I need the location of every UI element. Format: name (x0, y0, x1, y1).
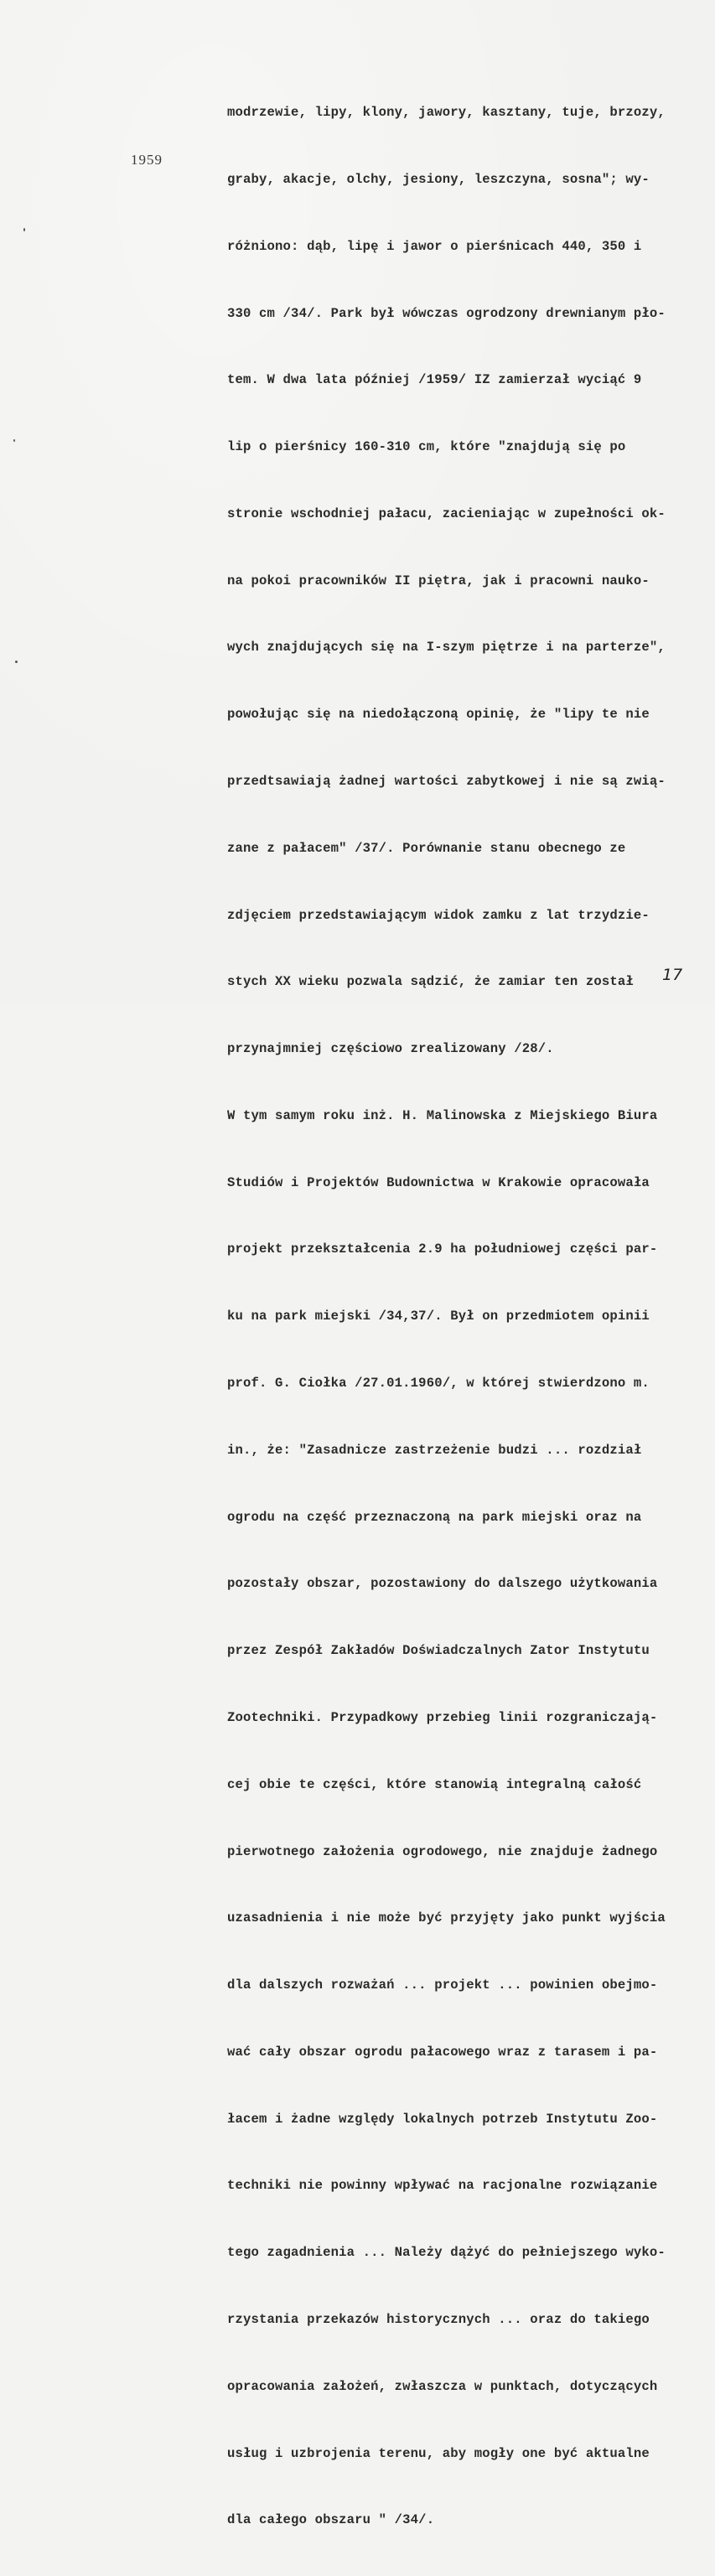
text-line: 330 cm /34/. Park był wówczas ogrodzony drewnianym pło- (227, 305, 666, 321)
text-line: techniki nie powinny wpływać na racjonalne rozwiązanie (227, 2178, 658, 2194)
text-line: modrzewie, lipy, klony, jawory, kasztany, tuje, brzozy, (227, 105, 666, 121)
typed-body-text (227, 57, 712, 2576)
text-line: ku na park miejski /34,37/. Był on przedmiotem opinii (227, 1309, 650, 1324)
text-line: projekt przekształcenia 2.9 ha południowej części par- (227, 1241, 658, 1257)
text-line: wych znajdujących się na I-szym piętrze i na parterze", (227, 640, 666, 656)
text-line: zdjęciem przedstawiającym widok zamku z lat trzydzie- (227, 907, 650, 923)
text-line: na pokoi pracowników II piętra, jak i pracowni nauko- (227, 573, 650, 588)
text-line: wać cały obszar ogrodu pałacowego wraz z tarasem i pa- (227, 2044, 658, 2060)
text-line: pozostały obszar, pozostawiony do dalszego użytkowania (227, 1576, 658, 1592)
text-line: usług i uzbrojenia terenu, aby mogły one być aktualne (227, 2445, 650, 2461)
text-line: powołując się na niedołączoną opinię, że "lipy te nie (227, 707, 650, 723)
text-line: prof. G. Ciołka /27.01.1960/, w której stwierdzono m. (227, 1376, 650, 1392)
text-line: łacem i żadne względy lokalnych potrzeb Instytutu Zoo- (227, 2111, 658, 2127)
text-line: W tym samym roku inż. H. Malinowska z Miejskiego Biura (227, 1107, 658, 1123)
margin-speck (13, 439, 15, 442)
text-line: Zootechniki. Przypadkowy przebieg linii rozgraniczają- (227, 1709, 658, 1725)
text-line: in., że: "Zasadnicze zastrzeżenie budzi ... rozdział (227, 1442, 642, 1458)
margin-speck (15, 661, 18, 663)
text-line: tem. W dwa lata później /1959/ IZ zamierzał wyciąć 9 (227, 372, 642, 388)
text-line: cej obie te części, które stanowią integralną całość (227, 1776, 642, 1792)
text-line: różniono: dąb, lipę i jawor o pierśnicach 440, 350 i (227, 238, 642, 254)
text-line: przedtsawiają żadnej wartości zabytkowej i nie są zwią- (227, 774, 666, 789)
text-line: pierwotnego założenia ogrodowego, nie znajduje żadnego (227, 1843, 658, 1859)
text-line: ogrodu na część przeznaczoną na park miejski oraz na (227, 1509, 642, 1525)
text-line: przynajmniej częściowo zrealizowany /28/. (227, 1041, 554, 1057)
margin-year-note: 1959 (131, 152, 163, 168)
text-line: przez Zespół Zakładów Doświadczalnych Zator Instytutu (227, 1643, 650, 1659)
margin-speck (23, 228, 25, 231)
text-line: lip o pierśnicy 160-310 cm, które "znajdują się po (227, 439, 626, 455)
text-line: rzystania przekazów historycznych ... oraz do takiego (227, 2311, 650, 2327)
text-line: dla całego obszaru " /34/. (227, 2512, 435, 2528)
text-line: stronie wschodniej pałacu, zacieniając w zupełności ok- (227, 505, 666, 521)
text-line: tego zagadnienia ... Należy dążyć do pełniejszego wyko- (227, 2245, 666, 2261)
text-line: Studiów i Projektów Budownictwa w Krakowie opracowała (227, 1174, 650, 1190)
text-line: uzasadnienia i nie może być przyjęty jako punkt wyjścia (227, 1910, 666, 1926)
text-line: opracowania założeń, zwłaszcza w punktach, dotyczących (227, 2378, 658, 2394)
text-line: dla dalszych rozważań ... projekt ... powinien obejmo- (227, 1977, 658, 1993)
text-line: stych XX wieku pozwala sądzić, że zamiar ten został (227, 974, 634, 990)
text-line: graby, akacje, olchy, jesiony, leszczyna, sosna"; wy- (227, 171, 650, 187)
page-number: 17 (662, 966, 683, 984)
text-line: zane z pałacem" /37/. Porównanie stanu obecnego ze (227, 840, 626, 856)
